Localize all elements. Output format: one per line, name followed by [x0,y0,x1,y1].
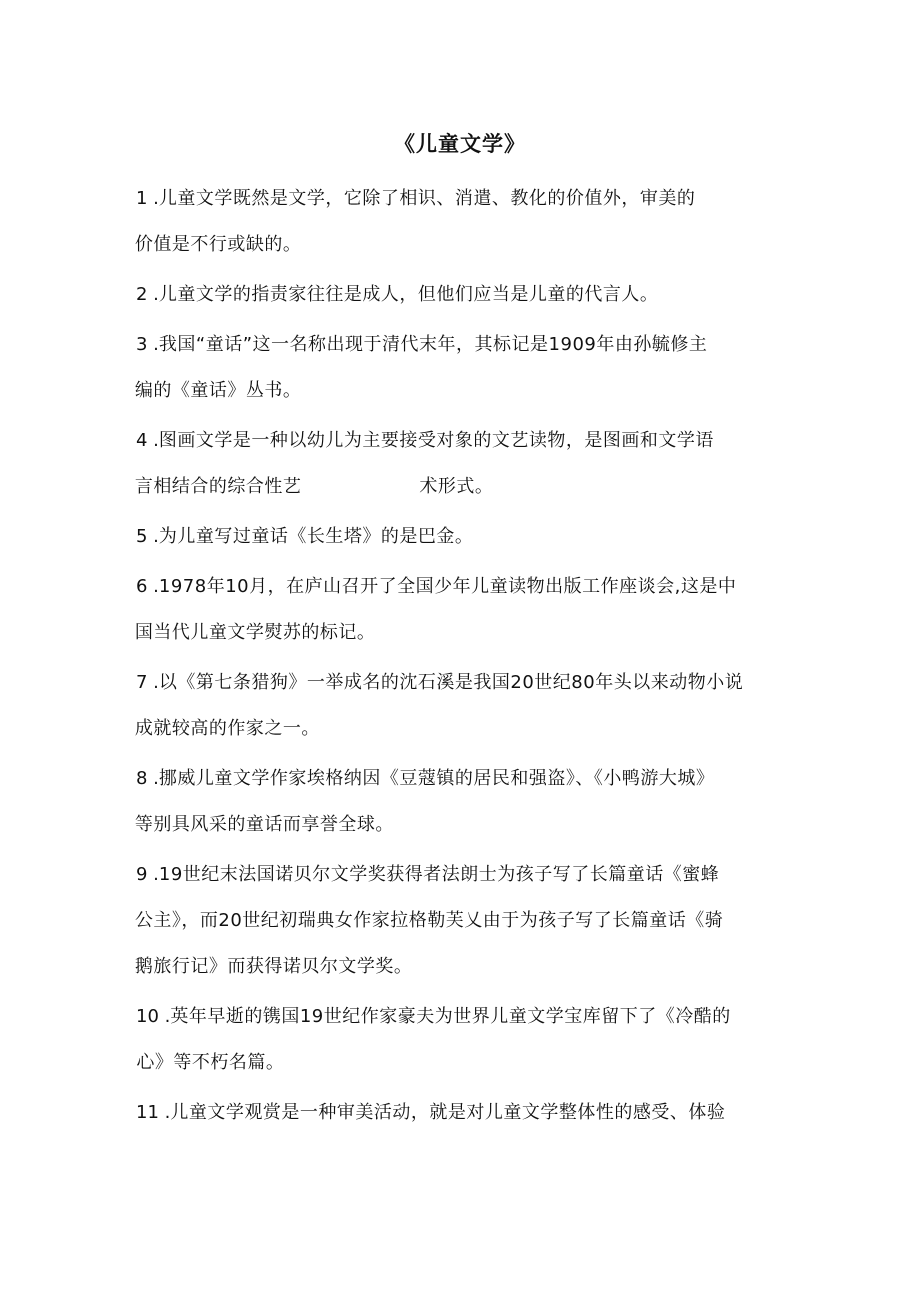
item-text [134,852,796,990]
item-list [136,176,796,1140]
item-number: 9 [136,864,148,885]
item-line: 19世纪末法国诺贝尔文学奖获得者法朗士为孩子写了长篇童话《蜜蜂 [158,864,720,885]
item-text [134,418,796,510]
item-separator: . [147,672,159,693]
item-line: 儿童文学观赏是一种审美活动，就是对儿童文学整体性的感受、体验 [170,1102,726,1123]
list-item [136,514,796,560]
list-item [136,852,796,990]
item-line-part: 言相结合的综合性艺 [134,476,302,497]
list-item [136,1090,796,1136]
list-item [136,272,796,318]
item-number: 5 [136,526,148,547]
item-separator: . [147,284,159,305]
item-line: 等别具风采的童话而享誉全球。 [134,814,394,835]
item-number: 3 [136,334,148,355]
item-separator: . [158,1006,171,1027]
item-text [170,1090,796,1136]
item-line: 我国“童话”这一名称出现于清代末年，其标记是1909年由孙毓修主 [158,334,708,355]
item-line: 价值是不行或缺的。 [134,234,302,255]
item-text [134,660,796,752]
item-line: 儿童文学的指责家往往是成人，但他们应当是儿童的代言人。 [158,284,659,305]
item-separator: . [147,526,159,547]
item-text [134,564,796,656]
item-line: 心》等不朽名篇。 [136,1052,285,1073]
item-line: 鹅旅行记》而获得诺贝尔文学奖。 [134,956,413,977]
item-number: 7 [136,672,148,693]
item-line: 成就较高的作家之一。 [134,718,320,739]
item-separator: . [147,768,159,789]
item-line: 编的《童话》丛书。 [134,380,302,401]
item-separator: . [147,188,159,209]
item-number: 6 [136,576,148,597]
item-separator: . [147,864,159,885]
item-separator: . [158,1102,171,1123]
item-line: 国当代儿童文学熨苏的标记。 [134,622,376,643]
item-line: 图画文学是一种以幼儿为主要接受对象的文艺读物，是图画和文学语 [158,430,714,451]
item-number: 8 [136,768,148,789]
item-text [159,514,796,560]
list-item [136,756,796,848]
item-separator: . [147,430,159,451]
list-item [136,418,796,510]
item-number: 1 [136,188,148,209]
list-item [136,176,796,268]
list-item [136,994,796,1086]
item-text [134,756,796,848]
item-text [134,322,796,414]
item-line: 儿童文学既然是文学，它除了相识、消遣、教化的价值外，审美的 [158,188,696,209]
item-number: 10 [136,1006,159,1027]
document-title: 《儿童文学》 [394,132,526,156]
list-item [136,564,796,656]
list-item [136,660,796,752]
item-line-split [135,464,796,510]
item-text [134,176,796,268]
item-line: 为儿童写过童话《长生塔》的是巴金。 [158,526,474,547]
item-number: 4 [136,430,148,451]
item-text [159,272,796,318]
item-number: 11 [136,1102,159,1123]
item-line: 公主》，而20世纪初瑞典女作家拉格勒芙乂由于为孩子写了长篇童话《骑 [134,910,724,931]
list-item [136,322,796,414]
item-line: 挪威儿童文学作家埃格纳因《豆蔻镇的居民和强盗》、《小鸭游大城》 [158,768,715,789]
item-line-part: 术形式。 [419,476,494,497]
item-line: 英年早逝的镌国19世纪作家豪夫为世界儿童文学宝库留下了《冷酷的 [170,1006,731,1027]
item-number: 2 [136,284,148,305]
item-line: 以《第七条猎狗》一举成名的沈石溪是我国20世纪80年头以来动物小说 [158,672,744,693]
item-line: 1978年10月，在庐山召开了全国少年儿童读物出版工作座谈会,这是中 [158,576,737,597]
item-separator: . [147,576,159,597]
item-separator: . [147,334,159,355]
